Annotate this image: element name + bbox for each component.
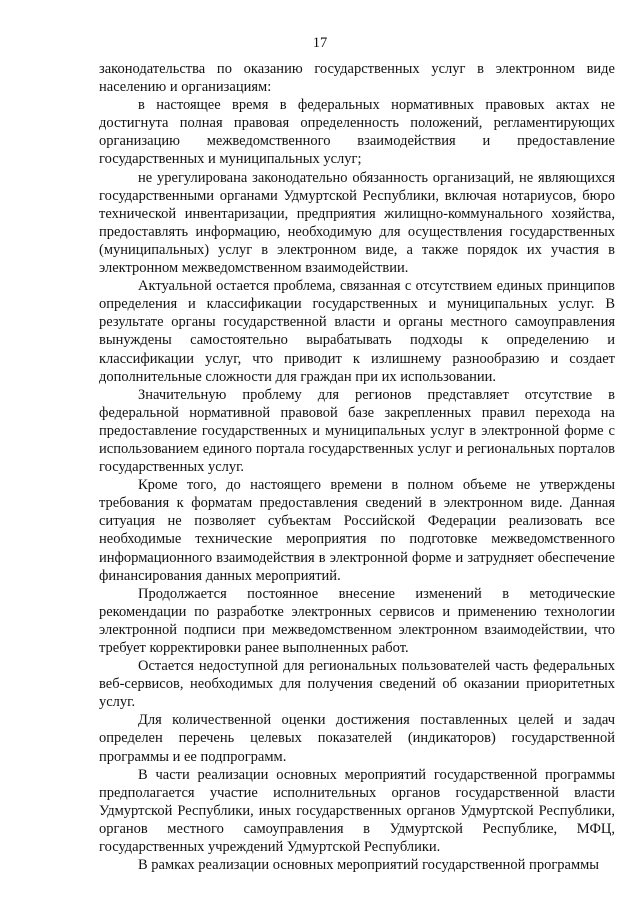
paragraph: Продолжается постоянное внесение изменений в методические рекомендации по разработке электронных сервисов и применению технологии электронной подписи при межведомственном электронном взаимодействии, что требует корректировки ранее выполненных работ. bbox=[99, 585, 615, 656]
paragraph: В части реализации основных мероприятий государственной программы предполагается участие исполнительных органов государственной власти Удмуртской Республики, иных государственных органов Удмуртской Республики, органов местного самоуправления в Удмуртской Республике, МФЦ, государственных учреждений Удмуртской Республики. bbox=[99, 766, 615, 856]
paragraph: В рамках реализации основных мероприятий государственной программы bbox=[138, 857, 600, 874]
body-text bbox=[99, 60, 615, 874]
paragraph: Остается недоступной для региональных пользователей часть федеральных веб-сервисов, необходимых для получения сведений об оказании приоритетных услуг. bbox=[99, 658, 615, 711]
paragraph: законодательства по оказанию государственных услуг в электронном виде населению и организациям: bbox=[99, 61, 615, 96]
paragraph: Кроме того, до настоящего времени в полном объеме не утверждены требования к форматам предоставления сведений в электронном виде. Данная ситуация не позволяет субъектам Российской Федерации реализовать все необходимые технические мероприятия по подготовке межведомственного информационного взаимодействия в электронной форме и затрудняет обеспечение финансирования данных мероприятий. bbox=[99, 477, 615, 584]
paragraph: Актуальной остается проблема, связанная с отсутствием единых принципов определения и классификации государственных и муниципальных услуг. В результате органы государственной власти и органы местного самоуправления вынуждены самостоятельно вырабатывать подходы к определению и классификации услуг, что приводит к излишнему разнообразию и создает дополнительные сложности для граждан при их использовании. bbox=[99, 278, 615, 385]
paragraph: в настоящее время в федеральных нормативных правовых актах не достигнута полная правовая определенность положений, регламентирующих организацию межведомственного взаимодействия и предоставление государственных и муниципальных услуг; bbox=[99, 97, 615, 168]
paragraph: не урегулирована законодательно обязанность организаций, не являющихся государственными органами Удмуртской Республики, включая нотариусов, бюро технической инвентаризации, предприятия жилищно-коммунального хозяйства, предоставлять информацию, необходимую для осуществления государственных (муниципальных) услуг в электронном виде, а также порядок их участия в электронном межведомственном взаимодействии. bbox=[99, 169, 615, 277]
paragraph: Значительную проблему для регионов представляет отсутствие в федеральной нормативной правовой базе закрепленных правил перехода на предоставление государственных и муниципальных услуг в электронной форме с использованием единого портала государственных услуг и региональных порталов государственных услуг. bbox=[99, 386, 615, 476]
page-number: 17 bbox=[312, 35, 328, 51]
paragraph: Для количественной оценки достижения поставленных целей и задач определен перечень целевых показателей (индикаторов) государственной программы и ее подпрограмм. bbox=[99, 712, 615, 765]
